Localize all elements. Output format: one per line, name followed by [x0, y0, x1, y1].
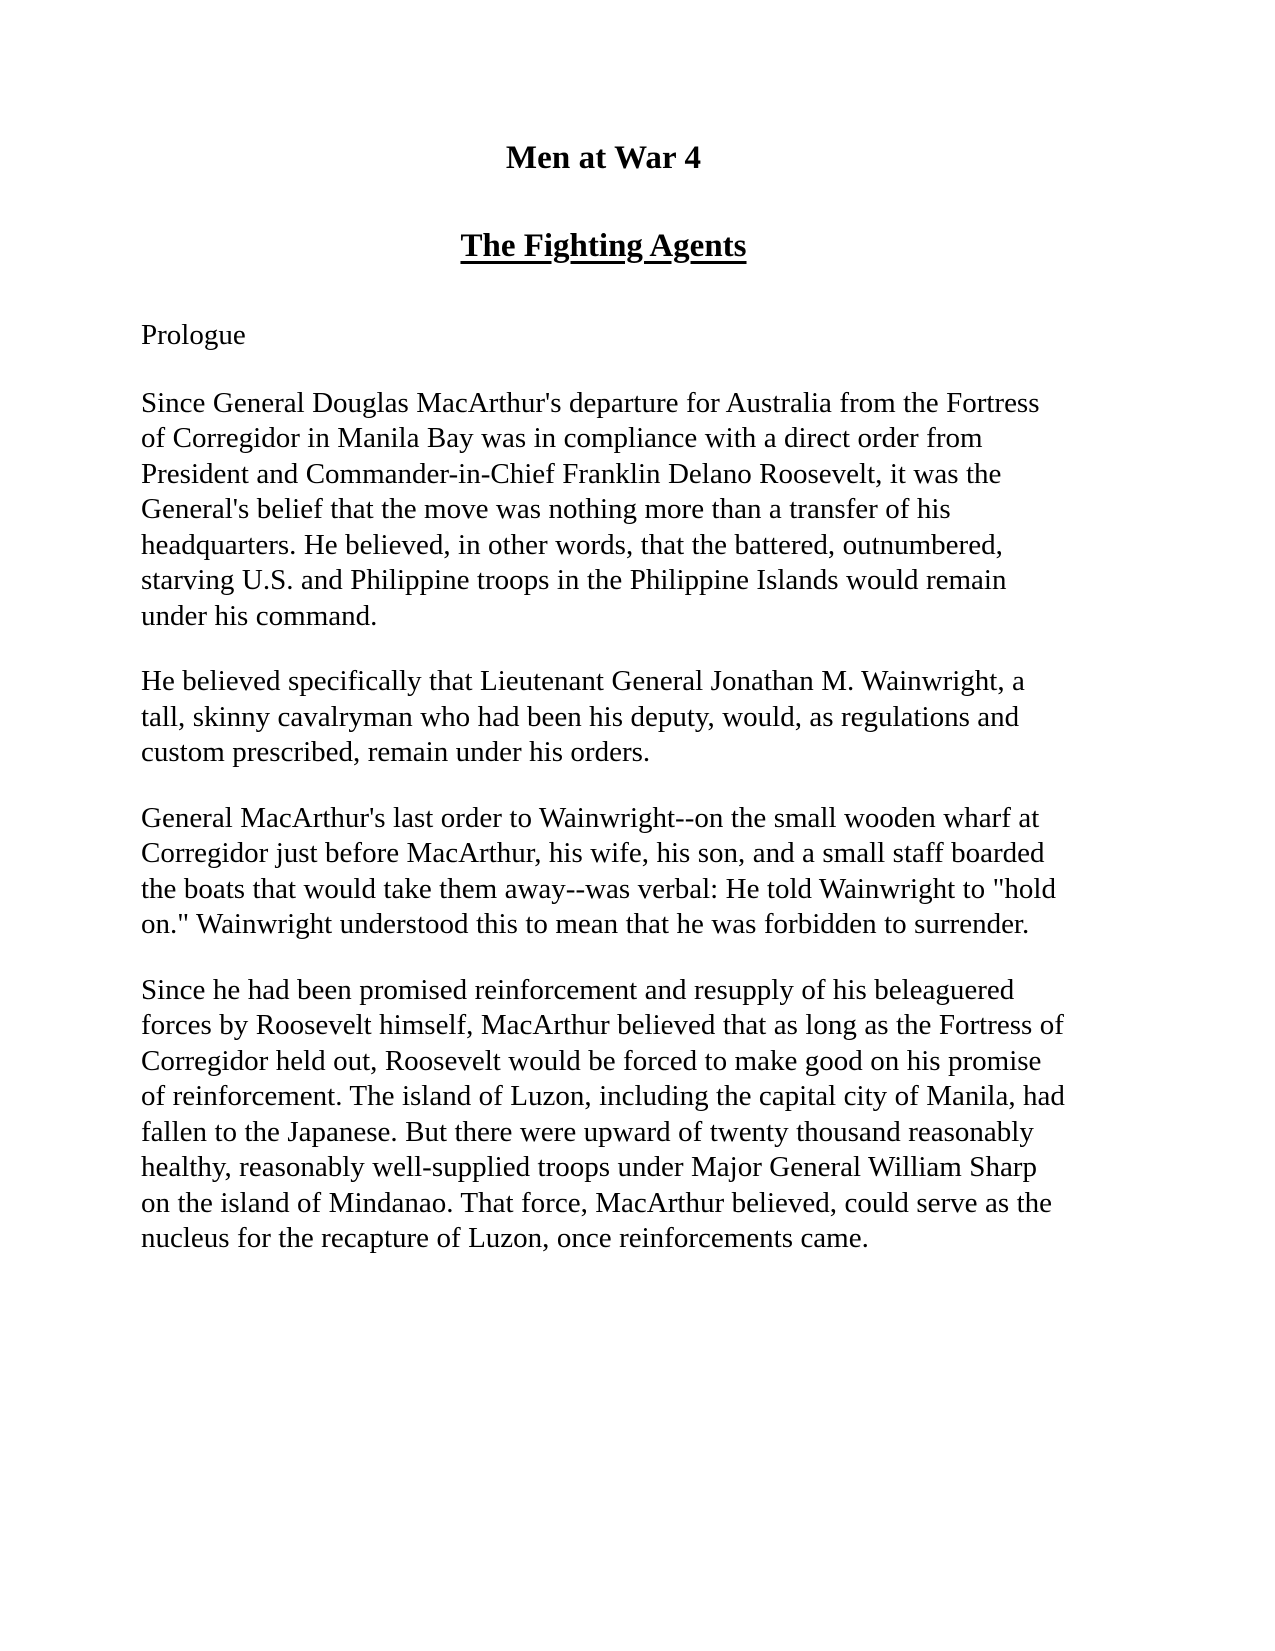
body-paragraph-4: Since he had been promised reinforcement and resupply of his beleaguered forces by Roosevelt himself, MacArthur believed that as long as the Fortress of Corregidor held out, Roosevelt would be forced to make good on his promise of reinforcement. The island of Luzon, including the capital city of Manila, had fallen to the Japanese. But there were upward of twenty thousand reasonably healthy, reasonably well-supplied troops under Major General William Sharp on the island of Mindanao. That force, MacArthur believed, could serve as the nucleus for the recapture of Luzon, once reinforcements came.	[141, 973, 1065, 1255]
page-subtitle	[141, 178, 1066, 266]
page-title: Men at War 4	[505, 140, 702, 176]
body-paragraph-3: General MacArthur's last order to Wainwright--on the small wooden wharf at Corregidor just before MacArthur, his wife, his son, and a small staff boarded the boats that would take them away--was verbal: He told Wainwright to "hold on." Wainwright understood this to mean that he was forbidden to surrender.	[141, 801, 1056, 941]
page-subtitle-text: The Fighting Agents	[460, 227, 747, 264]
section-label-prologue: Prologue	[141, 318, 246, 351]
body-paragraph-1: Since General Douglas MacArthur's departure for Australia from the Fortress of Corregidor in Manila Bay was in compliance with a direct order from President and Commander-in-Chief Franklin Delano Roosevelt, it was the General's belief that the move was nothing more than a transfer of his headquarters. He believed, in other words, that the battered, outnumbered, starving U.S. and Philippine troops in the Philippine Islands would remain under his command.	[141, 386, 1040, 632]
document-content	[141, 0, 1066, 1257]
body-paragraph-2: He believed specifically that Lieutenant General Jonathan M. Wainwright, a tall, skinny cavalryman who had been his deputy, would, as regulations and custom prescribed, remain under his orders.	[141, 665, 1025, 769]
title-block	[141, 0, 1066, 266]
